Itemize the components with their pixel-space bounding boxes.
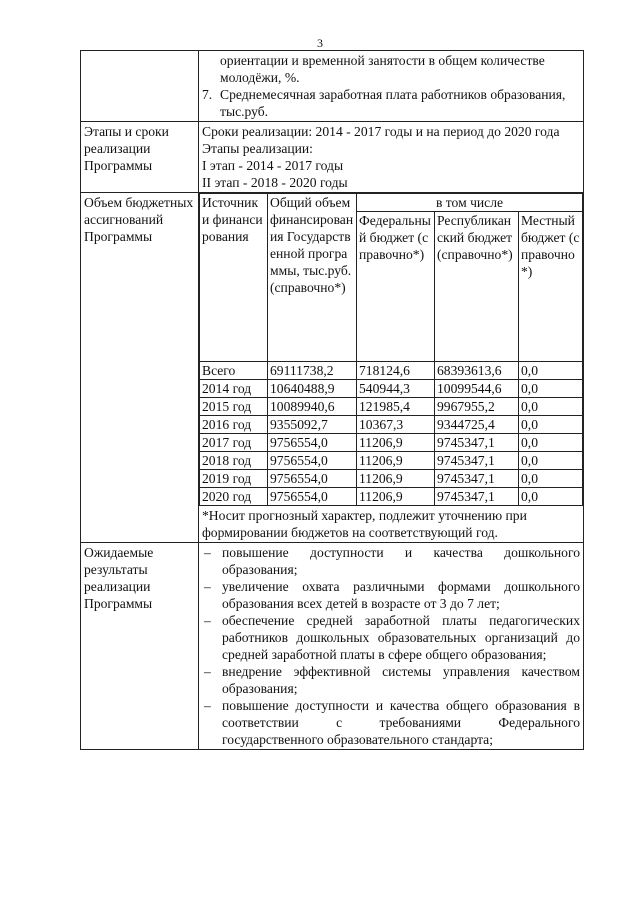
results-row: [81, 543, 584, 750]
program-passport-table: [80, 50, 584, 750]
header-local: Местный бюджет (справочно*): [519, 212, 583, 362]
funding-header-row-1: [200, 194, 583, 212]
funding-label: Объем бюджетных ассигнований Программы: [81, 193, 199, 543]
list-item: – увеличение охвата различными формами дошкольного образования всех детей в возрасте от 3 до 7 лет;: [202, 578, 580, 612]
stage-1: I этап - 2014 - 2017 годы: [202, 158, 344, 173]
table-row: 2020 год 9756554,0 11206,9 9745347,1 0,0: [200, 488, 583, 506]
table-row: 2015 год 10089940,6 121985,4 9967955,2 0,0: [200, 398, 583, 416]
funding-table: [199, 193, 583, 506]
list-item: – обеспечение средней заработной платы педагогических работников дошкольных образовательных организаций до средней заработной платы в сфере общего образования;: [202, 612, 580, 663]
indicator-6-tail: ориентации и временной занятости в общем количестве молодёжи, %.: [220, 53, 545, 85]
list-item: – внедрение эффективной системы управления качеством образования;: [202, 663, 580, 697]
table-row: 2018 год 9756554,0 11206,9 9745347,1 0,0: [200, 452, 583, 470]
indicators-label-cell: [81, 51, 199, 122]
indicators-cell: [199, 51, 584, 122]
header-republic: Республиканский бюджет (справочно*): [435, 212, 519, 362]
funding-content: [199, 193, 584, 543]
header-federal: Федеральный бюджет (справочно*): [357, 212, 435, 362]
header-total: Общий объем финансирования Государственной программы, тыс.руб. (справочно*): [268, 194, 357, 362]
table-row: 2014 год 10640488,9 540944,3 10099544,6 0,0: [200, 380, 583, 398]
funding-note: *Носит прогнозный характер, подлежит уточнению при формировании бюджетов на соответствующий год.: [202, 508, 527, 540]
funding-row: [81, 193, 584, 543]
page-number: 3: [317, 36, 323, 50]
list-item: – повышение доступности и качества дошкольного образования;: [202, 544, 580, 578]
results-content: [199, 543, 584, 750]
header-source: Источники финансирования: [200, 194, 268, 362]
table-row: 2017 год 9756554,0 11206,9 9745347,1 0,0: [200, 434, 583, 452]
stages-title: Этапы реализации:: [202, 141, 313, 156]
stage-2: II этап - 2018 - 2020 годы: [202, 175, 348, 190]
list-item: – повышение доступности и качества общего образования в соответствии с требованиями Федерального государственного образовательного стандарта;: [202, 697, 580, 748]
table-row: Всего 69111738,2 718124,6 68393613,6 0,0: [200, 362, 583, 380]
results-label: Ожидаемые результаты реализации Программы: [81, 543, 199, 750]
stages-label: Этапы и сроки реализации Программы: [81, 122, 199, 193]
table-row: 2019 год 9756554,0 11206,9 9745347,1 0,0: [200, 470, 583, 488]
indicators-row: [81, 51, 584, 122]
period-text: Сроки реализации: 2014 - 2017 годы и на период до 2020 года: [202, 124, 560, 139]
header-including: в том числе: [357, 194, 583, 212]
stages-content: [199, 122, 584, 193]
stages-row: [81, 122, 584, 193]
table-row: 2016 год 9355092,7 10367,3 9344725,4 0,0: [200, 416, 583, 434]
indicator-7: 7. Среднемесячная заработная плата работников образования, тыс.руб.: [202, 87, 566, 119]
